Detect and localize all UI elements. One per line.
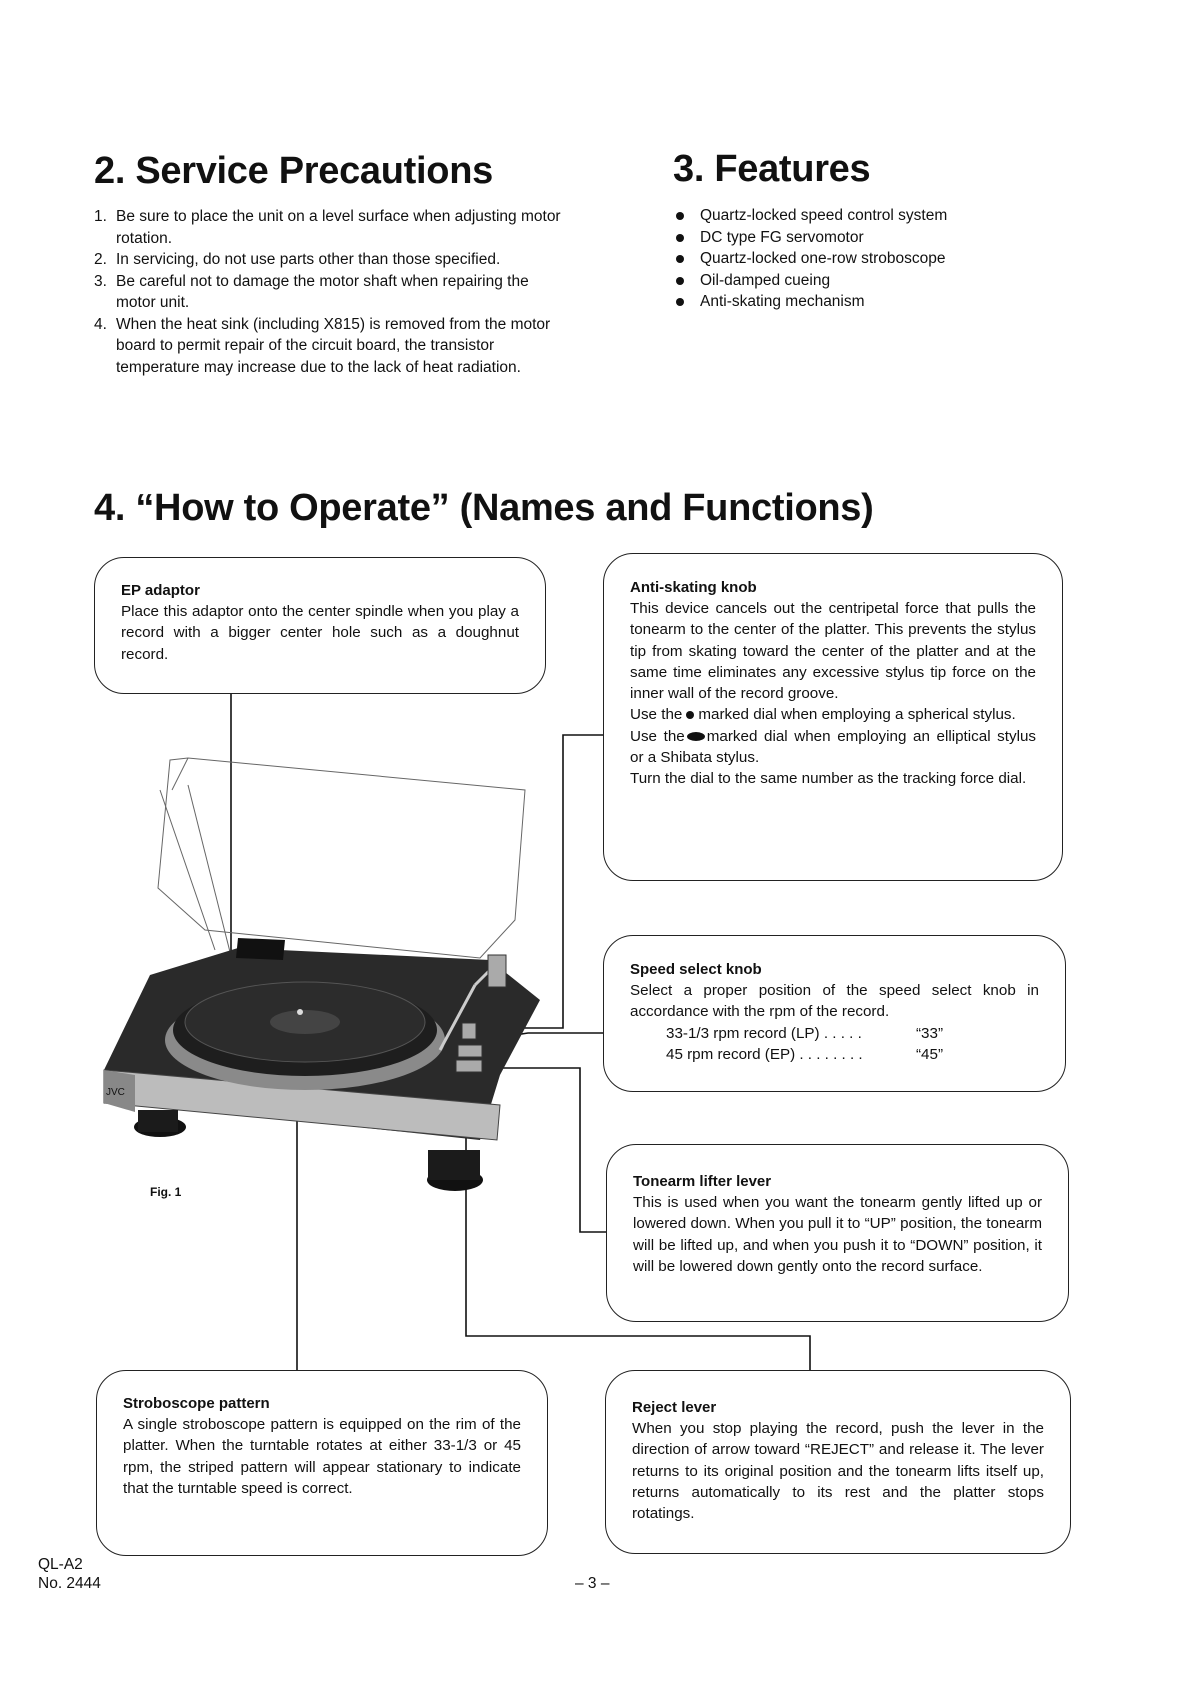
speed-row-ep: 45 rpm record (EP) . . . . . . . . “45” bbox=[666, 1045, 944, 1063]
tonearm-lifter-callout bbox=[606, 1144, 1069, 1322]
callout-text: Turn the dial to the same number as the tracking force dial. bbox=[630, 770, 1027, 788]
callout-title: Reject lever bbox=[632, 1399, 717, 1416]
callout-title: Tonearm lifter lever bbox=[633, 1173, 772, 1190]
list-item: Oil-damped cueing bbox=[672, 270, 1092, 292]
callout-title: Anti-skating knob bbox=[630, 579, 757, 596]
list-item: 1. Be sure to place the unit on a level surface when adjusting motor rotation. bbox=[94, 208, 561, 247]
list-item: 4. When the heat sink (including X815) is removed from the motor board to permit repair of the circuit board, the transistor temperature may increase due to the lack of heat radiation. bbox=[94, 315, 551, 376]
service-precautions-title: 2. Service Precautions bbox=[94, 150, 493, 192]
callout-text: Select a proper position of the speed select knob in accordance with the rpm of the record. bbox=[630, 982, 1039, 1021]
list-item: Anti-skating mechanism bbox=[672, 291, 1092, 313]
speed-row-lp: 33-1/3 rpm record (LP) . . . . . “33” bbox=[666, 1024, 944, 1042]
spherical-dot-icon bbox=[686, 711, 694, 719]
brand-logo: JVC bbox=[106, 1087, 125, 1098]
dust-cover bbox=[158, 758, 525, 960]
how-to-operate-title: 4. “How to Operate” (Names and Functions) bbox=[94, 487, 874, 529]
callout-text: Place this adaptor onto the center spindle when you play a record with a bigger center hole such as a doughnut record. bbox=[121, 603, 519, 663]
callout-title: EP adaptor bbox=[121, 582, 200, 599]
speed-select-callout bbox=[603, 935, 1066, 1092]
anti-skating-callout: Anti-skating knob This device cancels out the centripetal force that pulls the tonearm to the center of the platter. This prevents the stylus tip from skating toward the center of the platter and at the same time eliminates any excessive stylus tip force on the inner wall of the record groove. Use the marked dial when employing a spherical stylus. Use the marked dial when employing an elliptical stylus or a Shibata stylus. Turn the dial to the same number as the tracking force dial. bbox=[603, 553, 1063, 881]
footer-model: QL-A2 No. 2444 bbox=[38, 1556, 101, 1592]
callout-title: Stroboscope pattern bbox=[123, 1395, 270, 1412]
figure-caption: Fig. 1 bbox=[150, 1185, 182, 1199]
list-item: Quartz-locked one-row stroboscope bbox=[672, 248, 1092, 270]
list-item: DC type FG servomotor bbox=[672, 227, 1092, 249]
page-number: – 3 – bbox=[575, 1575, 610, 1592]
ep-adaptor-shape bbox=[236, 938, 285, 960]
elliptical-mark-icon bbox=[687, 732, 705, 741]
callout-title: Speed select knob bbox=[630, 961, 762, 978]
list-item: Quartz-locked speed control system bbox=[672, 205, 1092, 227]
ep-adaptor-callout bbox=[94, 557, 546, 694]
callout-text: A single stroboscope pattern is equipped on the rim of the platter. When the turntable rotates at either 33-1/3 or 45 rpm, the striped pattern will appear stationary to indicate that the turntable speed is correct. bbox=[123, 1416, 521, 1497]
list-item: 2. In servicing, do not use parts other than those specified. bbox=[94, 251, 501, 268]
features-title: 3. Features bbox=[673, 148, 871, 190]
list-item: 3. Be careful not to damage the motor shaft when repairing the motor unit. bbox=[94, 272, 529, 311]
callout-text: When you stop playing the record, push the lever in the direction of arrow toward “REJECT” and release it. The lever returns to its original position and the tonearm lifts itself up, returns automatically to its rest and the platter stops rotatings. bbox=[632, 1420, 1044, 1523]
stroboscope-callout bbox=[96, 1370, 548, 1556]
callout-text: This device cancels out the centripetal force that pulls the tonearm to the center of the platter. This prevents the stylus tip from skating toward the center of the platter and at the same time eliminates any excessive stylus tip force on the inner wall of the record groove. bbox=[630, 600, 1036, 703]
callout-text: This is used when you want the tonearm gently lifted up or lowered down. When you pull it to “UP” position, the tonearm will be lifted up, and when you push it to “DOWN” position, it will be lowered down gently onto the record surface. bbox=[633, 1194, 1042, 1275]
reject-lever-callout bbox=[605, 1370, 1071, 1554]
